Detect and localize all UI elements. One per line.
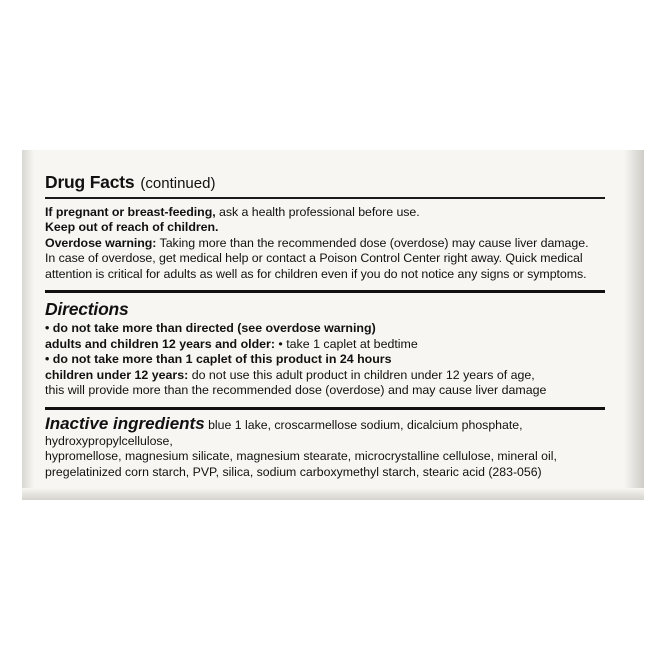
warning-keep-out-of-reach-text: Keep out of reach of children. — [45, 220, 219, 235]
warning-pregnancy-rest: ask a health professional before use. — [215, 205, 420, 219]
inactive-ingredients-line2: hypromellose, magnesium silicate, magnesium stearate, microcrystalline cellulose, mineral oil, — [45, 449, 557, 464]
warning-keep-out-of-reach — [45, 220, 605, 235]
divider-above-inactive — [45, 407, 605, 410]
directions-children-label: children under 12 years: — [45, 367, 189, 382]
directions-bullet-1: • do not take more than directed (see overdose warning) — [45, 321, 376, 336]
divider-under-title — [45, 197, 605, 199]
warning-overdose-rest: Taking more than the recommended dose (overdose) may cause liver damage. — [156, 235, 589, 250]
directions-title-row — [45, 299, 605, 320]
directions-adults-rest: • take 1 caplet at bedtime — [274, 336, 418, 351]
panel-left-edge-shadow — [22, 150, 34, 500]
inactive-ingredients-line1: blue 1 lake, croscarmellose sodium, dicalcium phosphate, hydroxypropylcellulose, — [45, 418, 523, 448]
directions-adults-label: adults and children 12 years and older: — [45, 336, 275, 351]
directions-section — [45, 298, 605, 403]
warning-overdose-line3: attention is critical for adults as well as for children even if you do not notice any signs or symptoms. — [45, 266, 587, 281]
warning-overdose-label: Overdose warning: — [45, 235, 157, 250]
drug-facts-content — [45, 172, 605, 484]
divider-above-directions — [45, 290, 605, 293]
directions-children-line2: this will provide more than the recommended dose (overdose) and may cause liver damage — [45, 383, 547, 398]
warning-overdose — [45, 236, 605, 251]
warning-overdose-line2: In case of overdose, get medical help or contact a Poison Control Center right away. Quick medical — [45, 251, 583, 266]
warning-pregnancy — [45, 205, 605, 220]
directions-title: Directions — [45, 299, 129, 320]
warning-pregnancy-bold: If pregnant or breast-feeding, — [45, 205, 216, 219]
panel-bottom-edge-shadow — [22, 488, 644, 500]
warnings-section — [45, 204, 605, 286]
panel-right-edge-shadow — [624, 150, 644, 500]
page-title: Drug Facts — [45, 172, 135, 192]
inactive-ingredients-section — [45, 415, 605, 484]
inactive-ingredients-first-line — [45, 416, 605, 449]
directions-children — [45, 368, 605, 384]
directions-adults — [45, 337, 605, 353]
directions-bullet-2: • do not take more than 1 caplet of this product in 24 hours — [45, 352, 392, 367]
page-title-continued: (continued) — [140, 175, 216, 192]
inactive-ingredients-title: Inactive ingredients — [45, 414, 205, 433]
drug-facts-title-row — [45, 172, 605, 193]
inactive-ingredients-line3: pregelatinized corn starch, PVP, silica, sodium carboxymethyl starch, stearic acid (283-056) — [45, 464, 542, 479]
directions-children-rest: do not use this adult product in children under 12 years of age, — [188, 367, 535, 382]
